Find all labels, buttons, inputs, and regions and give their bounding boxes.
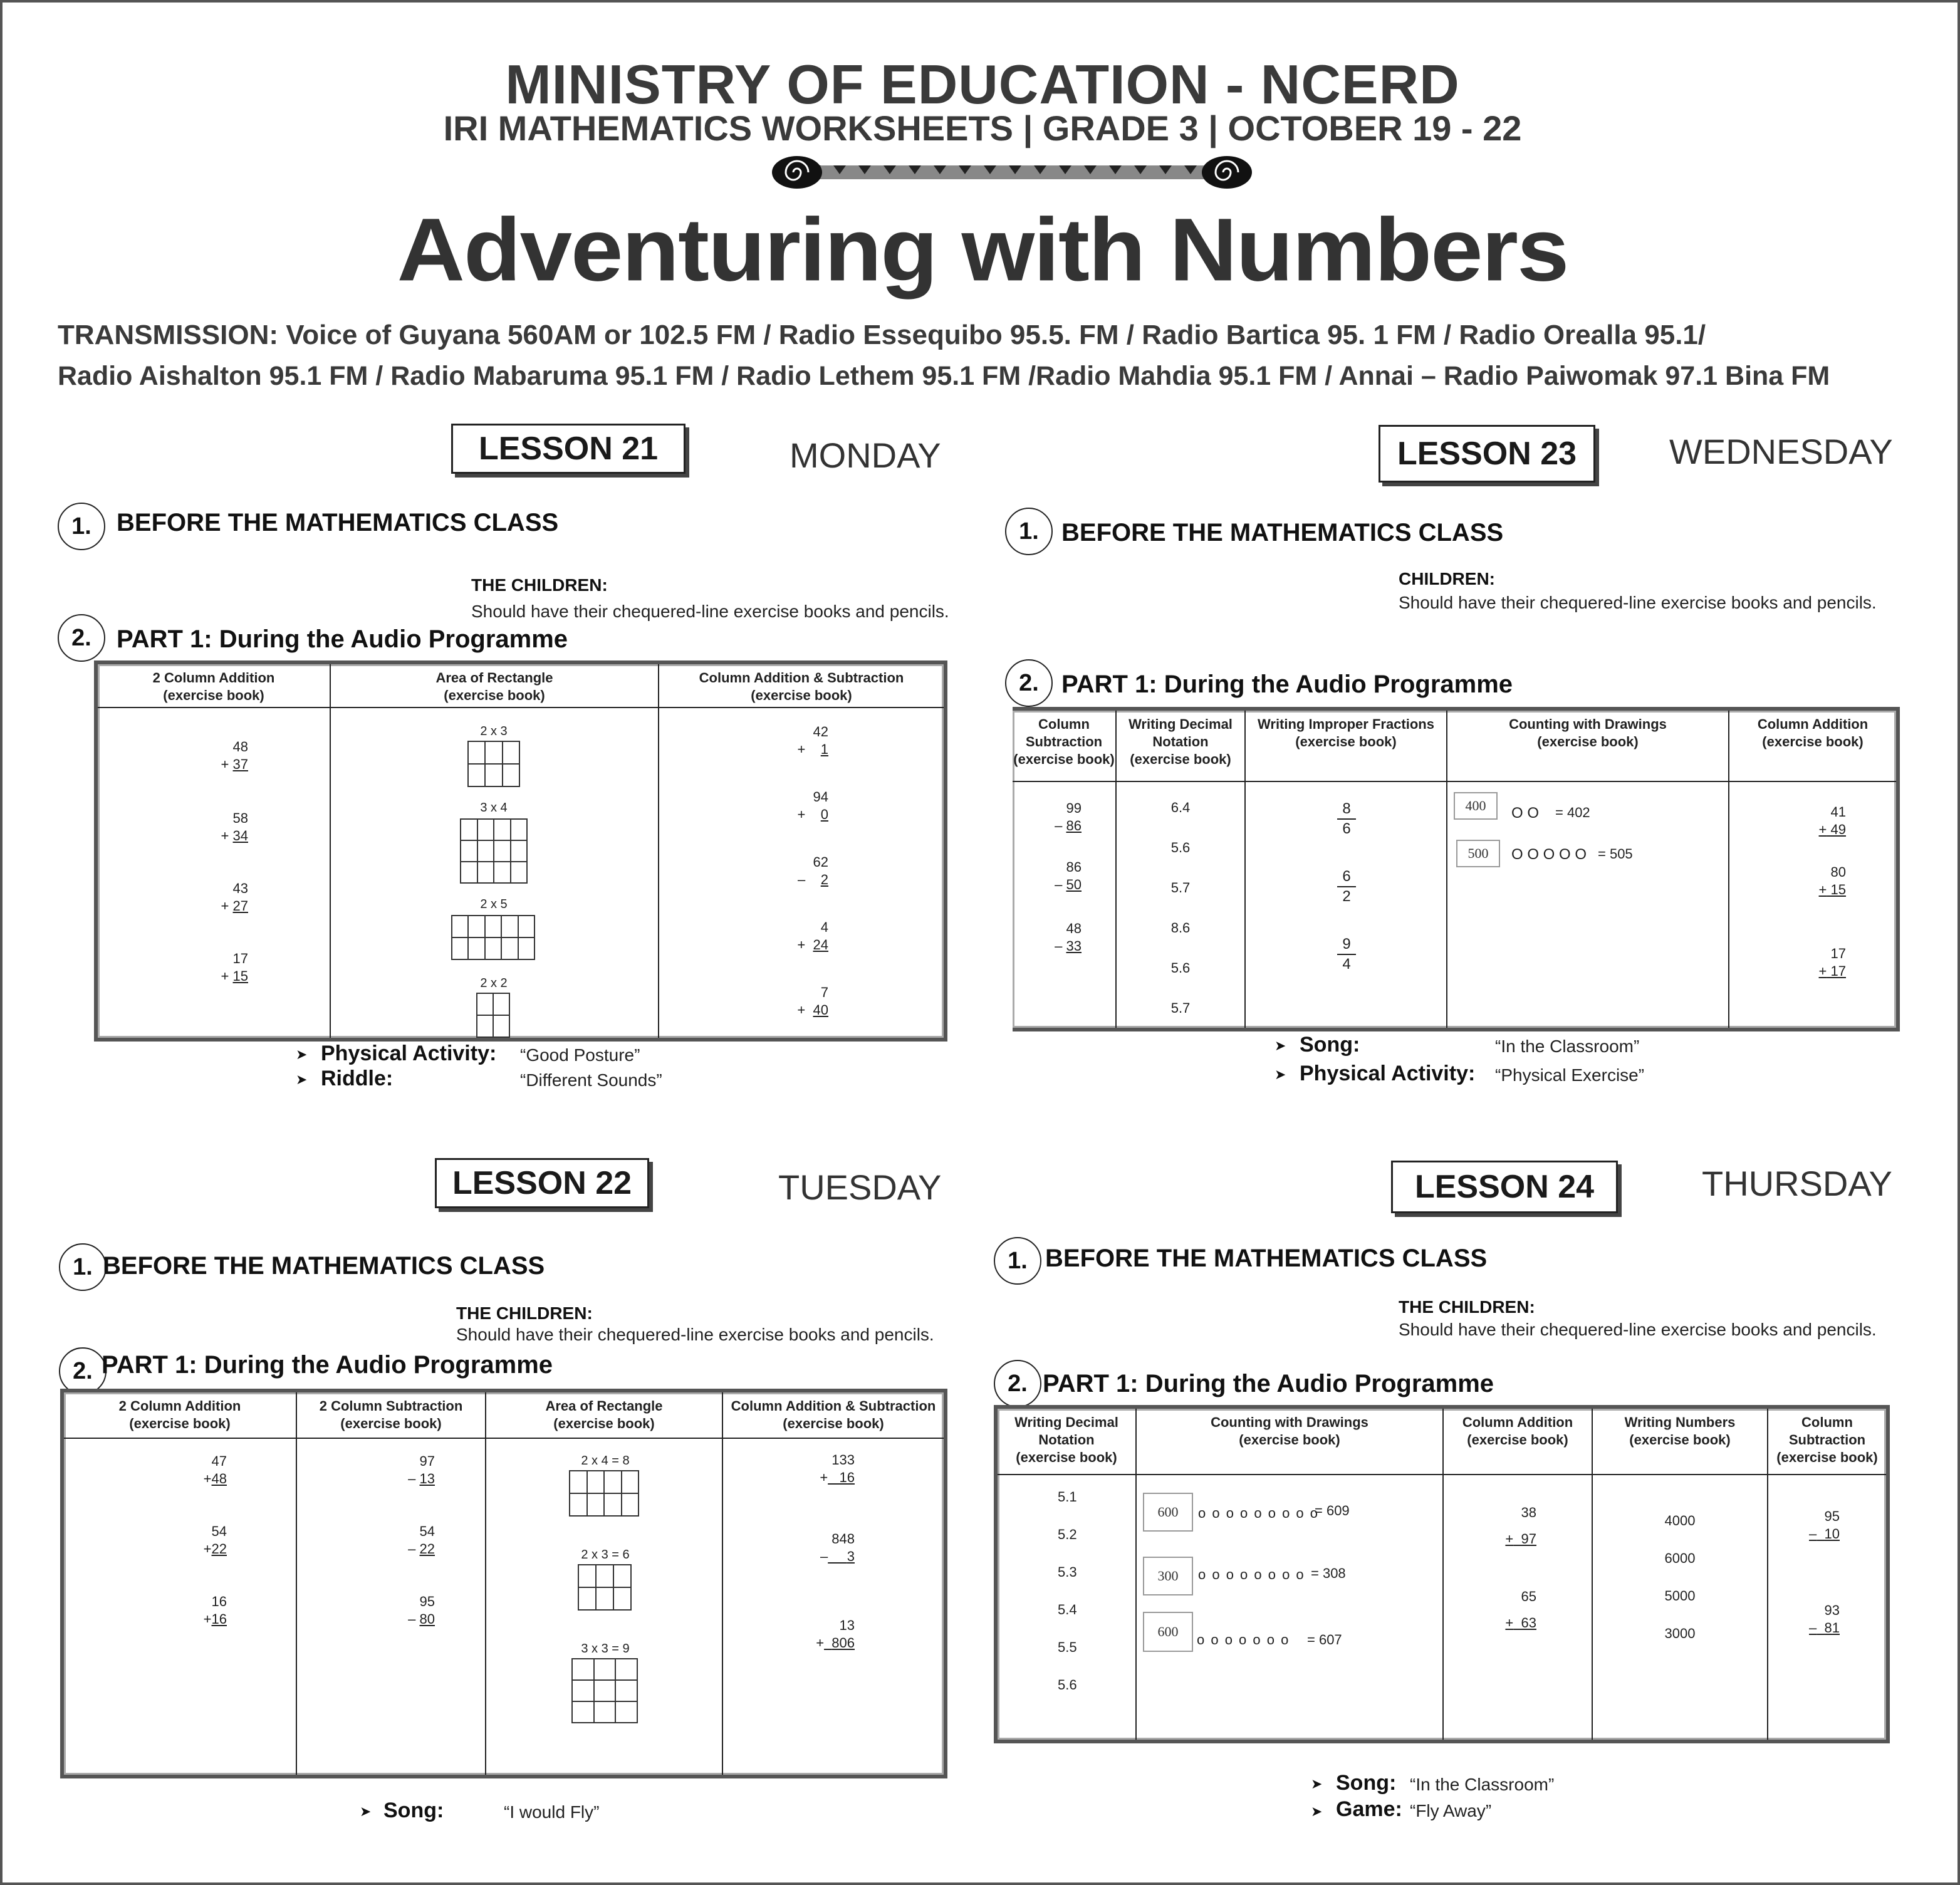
main-title: Adventuring with Numbers bbox=[397, 199, 1568, 300]
numerator: 6 bbox=[1337, 867, 1356, 887]
lesson-21-badge: LESSON 21 bbox=[451, 424, 685, 474]
lesson-21-activity-2-value: “Different Sounds” bbox=[520, 1070, 662, 1090]
lesson-22-badge: LESSON 22 bbox=[435, 1158, 649, 1208]
column-subtraction bbox=[1768, 1409, 1886, 1740]
operator: + bbox=[797, 937, 806, 953]
lesson-24-children-label: THE CHILDREN: bbox=[1399, 1297, 1535, 1317]
lesson-24-activity-1-label: Song: bbox=[1336, 1771, 1397, 1795]
rectangle-label: 2 x 2 bbox=[480, 976, 508, 990]
addition-problem bbox=[179, 810, 248, 845]
column-header: Column Addition bbox=[1462, 1414, 1573, 1430]
lesson-21-day: MONDAY bbox=[790, 436, 941, 475]
denominator: 4 bbox=[1342, 956, 1351, 973]
bullet-arrow-icon: ➤ bbox=[1311, 1804, 1323, 1819]
subtraction-problem bbox=[1025, 859, 1082, 894]
addition-problem bbox=[158, 1453, 227, 1488]
hundreds-box: 400 bbox=[1454, 792, 1498, 820]
drawing-result: = 609 bbox=[1315, 1503, 1350, 1518]
operand: 0 bbox=[820, 807, 828, 822]
rectangle-grid-2x2 bbox=[476, 993, 510, 1038]
operator: – bbox=[820, 1548, 828, 1564]
decimal-value: 5.6 bbox=[1170, 960, 1191, 976]
hundreds-box: 300 bbox=[1143, 1557, 1193, 1595]
decimal-value: 5.6 bbox=[1058, 1677, 1077, 1693]
column-subheader: (exercise book) bbox=[1013, 751, 1115, 767]
bullet-arrow-icon: ➤ bbox=[1275, 1067, 1286, 1082]
lesson-23-children-label: CHILDREN: bbox=[1399, 569, 1495, 588]
column-improper-fractions bbox=[1246, 711, 1447, 1028]
lesson-21-activity-2-label: Riddle: bbox=[321, 1067, 394, 1090]
subtraction-problem bbox=[366, 1593, 435, 1628]
operand: 13 bbox=[839, 1617, 855, 1633]
rectangle-label: 3 x 4 bbox=[480, 801, 508, 815]
drawing-result: = 607 bbox=[1307, 1632, 1342, 1647]
decimal-value: 5.3 bbox=[1058, 1564, 1077, 1580]
column-subheader: (exercise book) bbox=[1130, 751, 1231, 767]
operator: + bbox=[1818, 822, 1827, 837]
transmission-line-2: Radio Aishalton 95.1 FM / Radio Mabaruma 95.1 FM / Radio Lethem 95.1 FM /Radio Mahdia 95.1 FM / Annai – Radio Paiwomak 97.1 Bina FM bbox=[58, 361, 1830, 391]
addend: 22 bbox=[211, 1541, 227, 1557]
lesson-23-activity-1-value: “In the Classroom” bbox=[1495, 1036, 1640, 1056]
operand: 22 bbox=[419, 1541, 435, 1557]
column-2-column-subtraction bbox=[297, 1392, 486, 1775]
lesson-21-children-label: THE CHILDREN: bbox=[471, 575, 608, 595]
operand: 97 bbox=[419, 1453, 435, 1469]
math-problem bbox=[759, 984, 828, 1019]
rectangle-grid-2x5 bbox=[451, 915, 535, 960]
step-1-circle: 1. bbox=[1005, 508, 1053, 555]
rectangle-label: 2 x 3 bbox=[480, 724, 508, 738]
addend: 58 bbox=[232, 810, 248, 826]
numerator: 8 bbox=[1337, 800, 1356, 820]
lesson-23-children-text: Should have their chequered-line exercise books and pencils. bbox=[1399, 593, 1877, 612]
rectangle-label: 2 x 4 = 8 bbox=[581, 1454, 630, 1468]
column-writing-numbers bbox=[1593, 1409, 1768, 1740]
addend: 16 bbox=[211, 1611, 227, 1627]
operator: – bbox=[1055, 818, 1063, 833]
operator: + bbox=[1505, 1531, 1514, 1547]
decimal-value: 5.1 bbox=[1058, 1489, 1077, 1505]
step-1-circle: 1. bbox=[994, 1237, 1041, 1285]
column-decimal-notation bbox=[998, 1409, 1137, 1740]
operator: – bbox=[1055, 938, 1063, 954]
operand: 95 bbox=[419, 1594, 435, 1609]
operator: + bbox=[820, 1470, 828, 1485]
operand: 40 bbox=[813, 1002, 828, 1018]
math-problem bbox=[759, 854, 828, 889]
addend: 65 bbox=[1521, 1589, 1536, 1604]
addition-problem bbox=[158, 1523, 227, 1558]
bullet-arrow-icon: ➤ bbox=[296, 1047, 308, 1062]
column-header: Area of Rectangle bbox=[435, 670, 553, 686]
column-subheader: (exercise book) bbox=[1467, 1432, 1568, 1448]
column-subheader: (exercise book) bbox=[553, 1416, 655, 1431]
lesson-23-activity-2-label: Physical Activity: bbox=[1300, 1062, 1476, 1085]
addend: 15 bbox=[232, 968, 248, 984]
operator: + bbox=[1505, 1615, 1514, 1631]
operand: 81 bbox=[1824, 1620, 1840, 1636]
addend: 16 bbox=[211, 1594, 227, 1609]
column-header: Counting with Drawings bbox=[1509, 716, 1667, 732]
operator: + bbox=[816, 1635, 825, 1651]
operand: 94 bbox=[813, 789, 828, 805]
denominator: 6 bbox=[1342, 820, 1351, 837]
column-subtraction bbox=[1013, 711, 1117, 1028]
rectangle-grid-3x3 bbox=[571, 1658, 638, 1723]
addition-problem bbox=[1786, 864, 1846, 899]
math-problem bbox=[792, 1617, 855, 1652]
drawing-result: = 402 bbox=[1555, 805, 1590, 820]
math-problem bbox=[759, 788, 828, 823]
addition-problem bbox=[1786, 945, 1846, 980]
lesson-22-activity-1-label: Song: bbox=[383, 1799, 444, 1822]
operand: 33 bbox=[1066, 938, 1082, 954]
lesson-23-activity-2-value: “Physical Exercise” bbox=[1495, 1065, 1645, 1085]
bullet-arrow-icon: ➤ bbox=[360, 1804, 372, 1819]
decimal-value: 5.2 bbox=[1058, 1527, 1077, 1542]
operator: – bbox=[1809, 1620, 1817, 1636]
decimal-value: 5.7 bbox=[1170, 880, 1191, 896]
operator: + bbox=[221, 898, 229, 914]
column-decimal-notation bbox=[1117, 711, 1246, 1028]
lesson-23-activity-1-label: Song: bbox=[1300, 1033, 1360, 1057]
column-subheader: (exercise book) bbox=[751, 687, 852, 703]
operand: 99 bbox=[1066, 800, 1082, 816]
addend: 63 bbox=[1521, 1615, 1536, 1631]
number-value: 6000 bbox=[1664, 1550, 1696, 1566]
operator: + bbox=[203, 1611, 212, 1627]
column-subheader: (exercise book) bbox=[783, 1416, 884, 1431]
subtraction-problem bbox=[1787, 1602, 1840, 1637]
column-addition bbox=[1729, 711, 1896, 1028]
column-subheader: (exercise book) bbox=[1295, 734, 1397, 749]
column-header: Writing Improper Fractions bbox=[1258, 716, 1434, 732]
column-header: 2 Column Subtraction bbox=[319, 1398, 463, 1414]
math-problem bbox=[792, 1451, 855, 1486]
operand: 24 bbox=[813, 937, 828, 953]
transmission-line-1: TRANSMISSION: Voice of Guyana 560AM or 102.5 FM / Radio Essequibo 95.5. FM / Radio Bartica 95. 1 FM / Radio Orealla 95.1/ bbox=[58, 320, 1706, 350]
addend: 37 bbox=[232, 756, 248, 772]
lesson-22-step-2: PART 1: During the Audio Programme bbox=[102, 1351, 553, 1379]
column-header: Column Addition & Subtraction bbox=[731, 1398, 936, 1414]
rectangle-grid-3x4 bbox=[460, 818, 528, 884]
lesson-24-step-2: PART 1: During the Audio Programme bbox=[1043, 1370, 1494, 1397]
operator: + bbox=[203, 1541, 212, 1557]
column-subheader: (exercise book) bbox=[1537, 734, 1639, 749]
column-subheader: (exercise book) bbox=[340, 1416, 442, 1431]
addition-problem bbox=[179, 880, 248, 915]
column-header-line-2: Subtraction bbox=[1025, 734, 1103, 749]
column-header: Column bbox=[1801, 1414, 1853, 1430]
column-header-line-2: Notation bbox=[1038, 1432, 1095, 1448]
math-problem bbox=[792, 1530, 855, 1565]
lesson-23-badge: LESSON 23 bbox=[1379, 425, 1595, 483]
worksheet-subtitle: IRI MATHEMATICS WORKSHEETS | GRADE 3 | OCTOBER 19 - 22 bbox=[443, 108, 1522, 148]
operand: 48 bbox=[1066, 921, 1082, 936]
lesson-24-activity-2-value: “Fly Away” bbox=[1410, 1801, 1492, 1820]
addend: 97 bbox=[1521, 1531, 1536, 1547]
hundreds-box: 500 bbox=[1456, 840, 1500, 867]
operand: 42 bbox=[813, 724, 828, 739]
operand: 3 bbox=[847, 1548, 855, 1564]
lesson-21-table bbox=[94, 661, 947, 1042]
addend: 17 bbox=[232, 951, 248, 966]
addend: 34 bbox=[232, 828, 248, 843]
column-header-line-2: Notation bbox=[1152, 734, 1209, 749]
operator: – bbox=[408, 1611, 416, 1627]
lesson-22-day: TUESDAY bbox=[778, 1167, 942, 1207]
operand: 86 bbox=[1066, 818, 1082, 833]
operand: 133 bbox=[831, 1452, 855, 1468]
bullet-arrow-icon: ➤ bbox=[1275, 1038, 1286, 1053]
column-header: Writing Decimal bbox=[1129, 716, 1233, 732]
subtraction-problem bbox=[1025, 800, 1082, 835]
column-counting-drawings bbox=[1447, 711, 1729, 1028]
operand: 62 bbox=[813, 854, 828, 870]
operand: 54 bbox=[419, 1523, 435, 1539]
column-area-of-rectangle bbox=[486, 1392, 723, 1775]
operand: 13 bbox=[419, 1471, 435, 1486]
ones-circles: o o o o o o o o bbox=[1198, 1567, 1305, 1582]
lesson-24-table bbox=[994, 1405, 1890, 1743]
rectangle-grid-2x3 bbox=[578, 1564, 632, 1611]
column-addition-subtraction bbox=[659, 664, 944, 1038]
math-problem bbox=[759, 919, 828, 954]
addend: 15 bbox=[1830, 882, 1846, 897]
operand: 16 bbox=[839, 1470, 855, 1485]
hundreds-box: 600 bbox=[1143, 1493, 1193, 1532]
addend: 43 bbox=[232, 880, 248, 896]
lesson-24-day: THURSDAY bbox=[1702, 1164, 1892, 1203]
operator: – bbox=[408, 1541, 416, 1557]
operand: 95 bbox=[1824, 1508, 1840, 1524]
math-problem bbox=[759, 723, 828, 758]
addend: 17 bbox=[1830, 963, 1846, 979]
denominator: 2 bbox=[1342, 888, 1351, 905]
column-subheader: (exercise book) bbox=[163, 687, 264, 703]
lesson-21-activity-1-value: “Good Posture” bbox=[520, 1045, 640, 1065]
ones-circles: o o o o o o o bbox=[1197, 1632, 1290, 1647]
operand: 806 bbox=[831, 1635, 855, 1651]
operator: + bbox=[203, 1471, 212, 1486]
operand: 50 bbox=[1066, 877, 1082, 892]
number-value: 3000 bbox=[1664, 1626, 1696, 1641]
addend: 27 bbox=[232, 898, 248, 914]
subtraction-problem bbox=[366, 1453, 435, 1488]
step-2-circle: 2. bbox=[1005, 659, 1053, 707]
addend: 38 bbox=[1521, 1505, 1536, 1520]
rectangle-label: 3 x 3 = 9 bbox=[581, 1642, 630, 1656]
column-subheader: (exercise book) bbox=[1016, 1449, 1117, 1465]
hundreds-box: 600 bbox=[1143, 1612, 1193, 1652]
operator: + bbox=[797, 741, 806, 757]
fraction bbox=[1337, 935, 1356, 974]
column-subheader: (exercise book) bbox=[1629, 1432, 1731, 1448]
bullet-arrow-icon: ➤ bbox=[296, 1072, 308, 1087]
decimal-value: 8.6 bbox=[1170, 920, 1191, 936]
fraction bbox=[1337, 867, 1356, 906]
decimal-value: 5.7 bbox=[1170, 1000, 1191, 1016]
column-header: 2 Column Addition bbox=[152, 670, 275, 686]
column-area-of-rectangle bbox=[331, 664, 659, 1038]
drawing-result: = 308 bbox=[1311, 1565, 1346, 1581]
column-header: Column bbox=[1038, 716, 1090, 732]
ones-circles: O O bbox=[1511, 805, 1540, 822]
operand: 7 bbox=[820, 984, 828, 1000]
operator: + bbox=[221, 828, 229, 843]
lesson-21-activity-1-label: Physical Activity: bbox=[321, 1042, 497, 1065]
addend: 54 bbox=[211, 1523, 227, 1539]
operand: 4 bbox=[820, 919, 828, 935]
column-2-column-addition bbox=[98, 664, 331, 1038]
rectangle-label: 2 x 5 bbox=[480, 897, 508, 911]
operator: + bbox=[1818, 882, 1827, 897]
decimal-value: 6.4 bbox=[1170, 800, 1191, 815]
column-header: Counting with Drawings bbox=[1211, 1414, 1368, 1430]
operator: – bbox=[1055, 877, 1063, 892]
addition-problem bbox=[179, 950, 248, 985]
operand: 86 bbox=[1066, 859, 1082, 875]
lesson-21-children-text: Should have their chequered-line exercise books and pencils. bbox=[471, 602, 949, 621]
addend: 17 bbox=[1830, 946, 1846, 961]
addend: 80 bbox=[1830, 864, 1846, 880]
operator: – bbox=[1809, 1526, 1817, 1542]
lesson-22-table bbox=[60, 1389, 947, 1778]
lesson-24-activity-1-value: “In the Classroom” bbox=[1410, 1775, 1555, 1794]
column-2-column-addition bbox=[64, 1392, 297, 1775]
step-2-circle: 2. bbox=[994, 1360, 1041, 1407]
step-2-circle: 2. bbox=[58, 614, 105, 662]
decimal-value: 5.5 bbox=[1058, 1639, 1077, 1655]
addition-problem bbox=[1786, 803, 1846, 838]
ministry-title: MINISTRY OF EDUCATION - NCERD bbox=[505, 53, 1460, 115]
lesson-24-step-1: BEFORE THE MATHEMATICS CLASS bbox=[1045, 1245, 1488, 1272]
addition-problem bbox=[1491, 1588, 1536, 1632]
column-header: Writing Decimal bbox=[1014, 1414, 1118, 1430]
lesson-22-activity-1-value: “I would Fly” bbox=[504, 1802, 600, 1822]
bullet-arrow-icon: ➤ bbox=[1311, 1776, 1323, 1792]
lesson-21-step-1: BEFORE THE MATHEMATICS CLASS bbox=[117, 509, 559, 536]
addend: 48 bbox=[211, 1471, 227, 1486]
number-value: 5000 bbox=[1664, 1588, 1696, 1604]
ones-circles: O O O O O bbox=[1511, 846, 1587, 863]
column-subheader: (exercise book) bbox=[444, 687, 545, 703]
drawing-result: = 505 bbox=[1598, 846, 1633, 862]
addend: 47 bbox=[211, 1453, 227, 1469]
number-value: 4000 bbox=[1664, 1513, 1696, 1528]
addend: 48 bbox=[232, 739, 248, 755]
operator: + bbox=[797, 1002, 806, 1018]
operator: – bbox=[408, 1471, 416, 1486]
decimal-value: 5.6 bbox=[1170, 840, 1191, 855]
lesson-23-step-1: BEFORE THE MATHEMATICS CLASS bbox=[1061, 519, 1504, 546]
subtraction-problem bbox=[1787, 1508, 1840, 1543]
step-1-circle: 1. bbox=[59, 1243, 107, 1291]
operand: 2 bbox=[820, 872, 828, 887]
operator: + bbox=[221, 756, 229, 772]
column-header: Column Addition & Subtraction bbox=[699, 670, 904, 686]
operand: 10 bbox=[1824, 1526, 1840, 1542]
lesson-23-step-2: PART 1: During the Audio Programme bbox=[1061, 671, 1513, 698]
column-addition bbox=[1444, 1409, 1593, 1740]
lesson-22-children-label: THE CHILDREN: bbox=[456, 1303, 593, 1323]
lesson-22-step-1: BEFORE THE MATHEMATICS CLASS bbox=[103, 1252, 545, 1280]
lesson-24-children-text: Should have their chequered-line exercise books and pencils. bbox=[1399, 1320, 1877, 1339]
operand: 80 bbox=[419, 1611, 435, 1627]
column-header: 2 Column Addition bbox=[118, 1398, 241, 1414]
column-subheader: (exercise book) bbox=[1239, 1432, 1340, 1448]
numerator: 9 bbox=[1337, 935, 1356, 955]
column-header: Writing Numbers bbox=[1624, 1414, 1736, 1430]
addition-problem bbox=[158, 1593, 227, 1628]
addition-problem bbox=[179, 738, 248, 773]
operand: 848 bbox=[831, 1531, 855, 1547]
operator: + bbox=[1818, 963, 1827, 979]
lesson-21-step-2: PART 1: During the Audio Programme bbox=[117, 625, 568, 653]
operator: – bbox=[798, 872, 806, 887]
subtraction-problem bbox=[366, 1523, 435, 1558]
column-header: Area of Rectangle bbox=[545, 1398, 663, 1414]
operand: 1 bbox=[820, 741, 828, 757]
addend: 41 bbox=[1830, 804, 1846, 820]
addition-problem bbox=[1491, 1504, 1536, 1548]
lesson-24-badge: LESSON 24 bbox=[1391, 1161, 1618, 1213]
decimal-value: 5.4 bbox=[1058, 1602, 1077, 1617]
decorative-border-icon bbox=[771, 155, 1253, 189]
column-subheader: (exercise book) bbox=[1762, 734, 1864, 749]
lesson-23-day: WEDNESDAY bbox=[1669, 432, 1893, 471]
subtraction-problem bbox=[1025, 920, 1082, 955]
column-addition-subtraction bbox=[723, 1392, 944, 1775]
step-1-circle: 1. bbox=[58, 503, 105, 550]
operand: 93 bbox=[1824, 1602, 1840, 1618]
column-subheader: (exercise book) bbox=[129, 1416, 231, 1431]
ones-circles: o o o o o o o o o bbox=[1198, 1505, 1320, 1521]
column-header-line-2: Subtraction bbox=[1788, 1432, 1866, 1448]
rectangle-label: 2 x 3 = 6 bbox=[581, 1548, 630, 1562]
rectangle-grid-2x3 bbox=[467, 741, 520, 787]
column-counting-drawings bbox=[1137, 1409, 1444, 1740]
addend: 49 bbox=[1830, 822, 1846, 837]
column-header: Column Addition bbox=[1757, 716, 1869, 732]
lesson-22-children-text: Should have their chequered-line exercise books and pencils. bbox=[456, 1325, 934, 1344]
column-subheader: (exercise book) bbox=[1776, 1449, 1878, 1465]
fraction bbox=[1337, 800, 1356, 838]
lesson-23-table bbox=[1013, 707, 1900, 1031]
operator: + bbox=[221, 968, 229, 984]
step-2-circle: 2. bbox=[59, 1347, 107, 1395]
lesson-24-activity-2-label: Game: bbox=[1336, 1797, 1402, 1821]
operator: + bbox=[797, 807, 806, 822]
rectangle-grid-2x4 bbox=[569, 1470, 639, 1517]
